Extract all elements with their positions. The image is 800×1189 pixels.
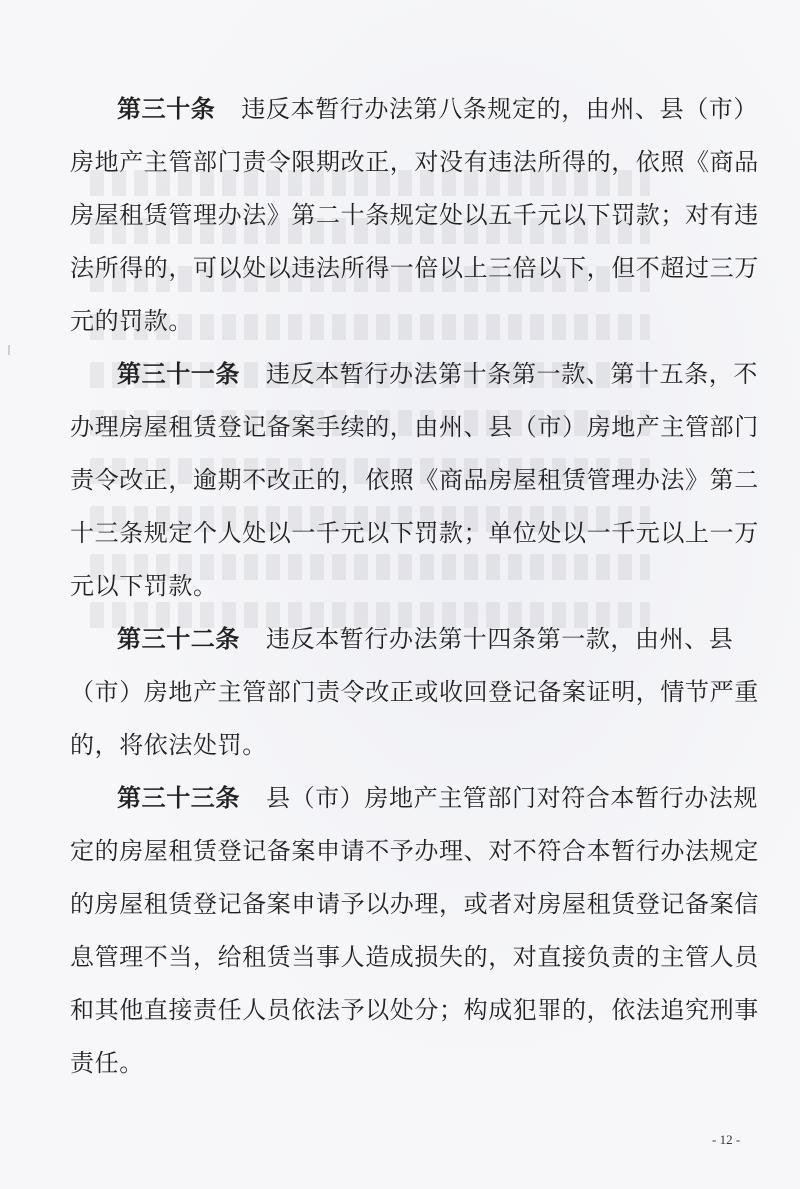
- article-line: 责令改正，逾期不改正的，依照《商品房屋租赁管理办法》第二: [70, 466, 759, 494]
- page-number: - 12 -: [712, 1132, 741, 1147]
- article-line: 房地产主管部门责令限期改正，对没有违法所得的，依照《商品: [70, 148, 759, 176]
- article-line: 和其他直接责任人员依法予以处分；构成犯罪的，依法追究刑事: [70, 996, 759, 1024]
- scan-speck: [8, 345, 10, 355]
- article-line: 办理房屋租赁登记备案手续的，由州、县（市）房地产主管部门: [70, 413, 759, 441]
- article-line: 的房屋租赁登记备案申请予以办理，或者对房屋租赁登记备案信: [70, 890, 759, 918]
- article-line: 责任。: [70, 1049, 144, 1077]
- article-line: 第三十条 违反本暂行办法第八条规定的，由州、县（市）: [117, 95, 759, 123]
- article-line: 元以下罚款。: [70, 572, 218, 600]
- article-heading: 第三十三条: [117, 784, 240, 812]
- article-line: 法所得的，可以处以违法所得一倍以上三倍以下，但不超过三万: [70, 254, 759, 282]
- article-line: 元的罚款。: [70, 307, 193, 335]
- article-line: 定的房屋租赁登记备案申请不予办理、对不符合本暂行办法规定: [70, 837, 759, 865]
- article-line: 息管理不当，给租赁当事人造成损失的，对直接负责的主管人员: [70, 943, 759, 971]
- article-line: 十三条规定个人处以一千元以下罚款；单位处以一千元以上一万: [70, 519, 759, 547]
- article-heading: 第三十一条: [117, 360, 240, 388]
- article-line: 的，将依法处罚。: [70, 731, 267, 759]
- article-line: 第三十一条 违反本暂行办法第十条第一款、第十五条，不: [117, 360, 758, 388]
- article-line: （市）房地产主管部门责令改正或收回登记备案证明，情节严重: [70, 678, 759, 706]
- article-heading: 第三十二条: [117, 625, 240, 653]
- article-line: 房屋租赁管理办法》第二十条规定处以五千元以下罚款；对有违: [70, 201, 759, 229]
- article-line: 第三十三条 县（市）房地产主管部门对符合本暂行办法规: [117, 784, 758, 812]
- article-heading: 第三十条: [117, 95, 216, 123]
- article-line: 第三十二条 违反本暂行办法第十四条第一款，由州、县: [117, 625, 734, 653]
